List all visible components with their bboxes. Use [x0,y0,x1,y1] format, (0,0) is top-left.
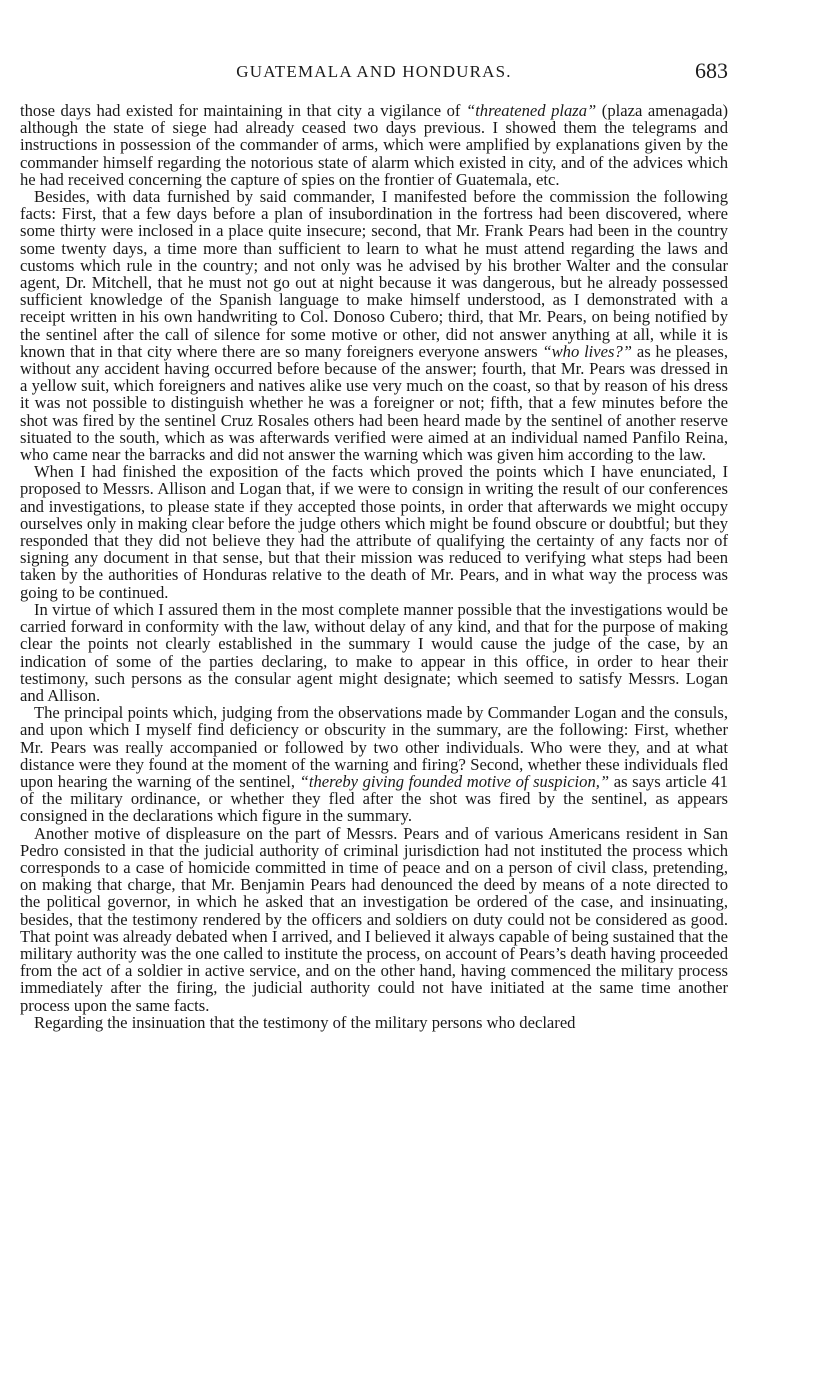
text-run: those days had existed for maintaining in that city a vigilance of [20,101,466,120]
text-run: Another motive of displeasure on the part of Messrs. Pears and of various Americans resident in San Pedro consisted in that the judicial authority of criminal jurisdiction had not instituted the process which corresponds to a case of homicide committed in time of peace and on a person of civil class, pretending, on making that charge, that Mr. Benjamin Pears had denounced the deed by means of a note directed to the political governor, in which he asked that an investigation be ordered of the case, and insinuating, besides, that the testimony rendered by the officers and soldiers on duty could not be considered as good. That point was already debated when I arrived, and I believed it always capable of being sustained that the military authority was the one called to institute the process, on account of Pears’s death having proceeded from the act of a soldier in active service, and on the other hand, having commenced the military process immediately after the firing, the judicial authority could not have initiated at the same time another process upon the same facts. [20,823,728,1015]
running-head [20,60,728,88]
paragraph [20,825,728,1014]
text-run: (plaza amenagada) although the state of siege had already ceased two days previous. I showed them the telegrams and instructions in possession of the commander of arms, which were amplified by explanations given by the commander himself regarding the notorious state of alarm which existed in city, and of the advices which he had received concerning the capture of spies on the frontier of Guatemala, etc. [20,101,728,189]
text-run: When I had finished the exposition of the facts which proved the points which I have enunciated, I proposed to Messrs. Allison and Logan that, if we were to consign in writing the result of our conferences and investigations, to please state if they accepted those points, in order that afterwards we might occupy ourselves only in making clear before the judge others which might be found obscure or doubtful; but they responded that they did not believe they had the attribute of qualifying the certainty of any facts nor of signing any document in that sense, but that their mission was reduced to verifying what steps had been taken by the authorities of Honduras relative to the death of Mr. Pears, and in what way the process was going to be continued. [20,462,728,602]
paragraph [20,704,728,824]
text-run: as he pleases, without any accident having occurred before because of the answer; fourth, that Mr. Pears was dressed in a yellow suit, which foreigners and natives alike use very much on the coast, so that by reason of his dress it was not possible to distinguish whether he was a foreigner or not; fifth, that a few minutes before the shot was fired by the sentinel Cruz Rosales others had been heard made by the sentinel of another reserve situated to the south, which as was afterwards verified were aimed at an individual named Panfilo Reina, who came near the barracks and did not answer the warning which was given him according to the law. [20,341,728,465]
text-run: Besides, with data furnished by said commander, I manifested before the commission the following facts: First, that a few days before a plan of insubordination in the fortress had been discovered, where some thirty were inclosed in a place quite insecure; second, that Mr. Frank Pears had been in the country some twenty days, a time more than sufficient to learn to what he must attend regarding the laws and customs which rule in the country; and not only was he advised by his brother Walter and the consular agent, Dr. Mitchell, that he must not go out at night because it was dangerous, but he already possessed sufficient knowledge of the Spanish language to make himself understood, as I demonstrated with a receipt written in his own handwriting to Col. Donoso Cubero; third, that Mr. Pears, on being notified by the sentinel after the call of silence for some motive or other, did not answer anything at all, while it is known that in that city where there are so many foreigners everyone answers [20,187,728,361]
paragraph [20,102,728,188]
paragraph [20,188,728,463]
text-run: as says article 41 of the military ordinance, or whether they fled after the shot was fired by the sentinel, as appears consigned in the declarations which figure in the summary. [20,771,728,826]
italic-phrase: “thereby giving founded motive of suspicion,” [299,771,610,791]
page-number: 683 [695,58,728,83]
running-title: GUATEMALA AND HONDURAS. [236,62,512,81]
text-run: The principal points which, judging from the observations made by Commander Logan and the consuls, and upon which I myself find deficiency or obscurity in the summary, are the following: First, whether Mr. Pears was really accompanied or followed by two other individuals. Who were they, and at what distance were they found at the moment of the warning and firing? Second, whether these individuals fled upon hearing the warning of the sentinel, [20,703,728,791]
text-run: In virtue of which I assured them in the most complete manner possible that the investigations would be carried forward in conformity with the law, without delay of any kind, and that for the purpose of making clear the points not clearly established in the summary I would cause the judge of the case, by an indication of some of the parties declaring, to make to appear in this office, in order to hear their testimony, such persons as the consular agent might designate; which seemed to satisfy Messrs. Logan and Allison. [20,599,728,705]
paragraph [20,1014,728,1031]
italic-phrase: “who lives?” [542,341,633,361]
paragraph [20,601,728,704]
text-run: Regarding the insinuation that the testimony of the military persons who declared [34,1012,576,1032]
body-text [20,102,728,1031]
italic-phrase: “threatened plaza” [465,101,597,120]
paragraph [20,463,728,601]
